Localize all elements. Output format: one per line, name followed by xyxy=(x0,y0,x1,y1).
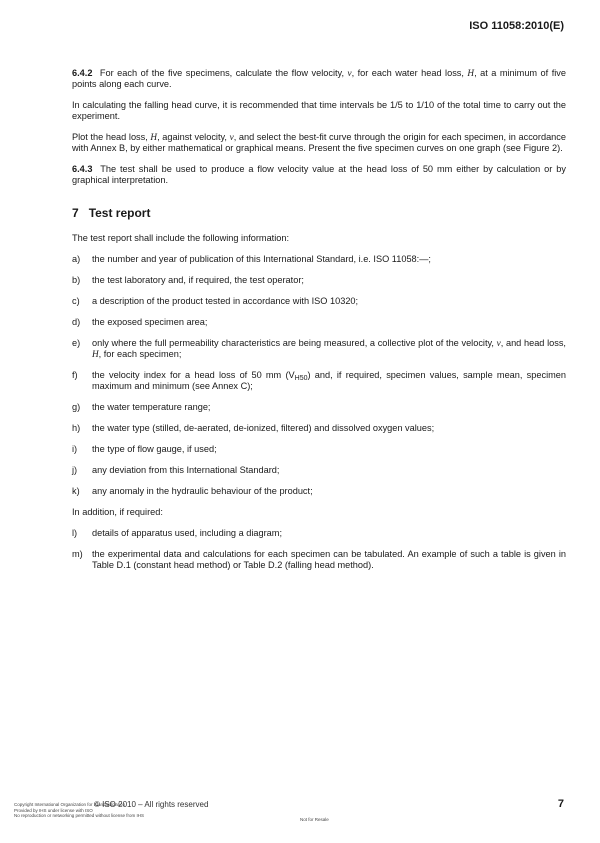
paragraph-plot-head-loss: Plot the head loss, H, against velocity, v, and select the best-fit curve through the origin for each specimen, in accordance with Annex B, by either mathematical or graphical means. Present the five specimen curves on one graph (see Figure 2). xyxy=(72,132,566,153)
list-item: l) details of apparatus used, including a diagram; xyxy=(72,528,282,538)
clause-number: 6.4.3 xyxy=(72,164,93,174)
list-item: c) a description of the product tested in accordance with ISO 10320; xyxy=(72,296,359,306)
page-number: 7 xyxy=(557,798,564,810)
section-title: Test report xyxy=(88,206,151,220)
list-item: m) the experimental data and calculations for each specimen can be tabulated. An example of such a table is given in Table D.1 (constant head method) or Table D.2 (falling head method). xyxy=(72,549,566,570)
list-item: e) only where the full permeability characteristics are being measured, a collective plot of the velocity, v, and head loss, H, for each specimen; xyxy=(72,338,566,359)
paragraph-6-4-2: 6.4.2 For each of the five specimens, calculate the flow velocity, v, for each water head loss, H, at a minimum of five points along each curve. xyxy=(72,68,566,89)
footer-rights-reserved: © ISO 2010 – All rights reserved xyxy=(94,800,209,809)
list-item: f) the velocity index for a head loss of 50 mm $(V_{H50})$ and, if required, specimen values, sample mean, specimen maximum and minimum (see Annex C); xyxy=(72,370,566,391)
list-item: k) any anomaly in the hydraulic behaviour of the product; xyxy=(72,486,313,496)
section-number: 7 xyxy=(72,206,79,220)
footer-copyright-notice: Copyright International Organization for Standardization Provided by IHS under license with ISO No reproduction or networking permitted without license from IHS xyxy=(14,802,145,818)
paragraph-6-4-3: 6.4.3 The test shall be used to produce a flow velocity value at the head loss of 50 mm either by calculation or by graphical interpretation. xyxy=(72,164,566,185)
list-item: i) the type of flow gauge, if used; xyxy=(72,444,217,454)
footer-not-for-resale: Not for Resale xyxy=(300,817,329,822)
additional-intro: In addition, if required: xyxy=(72,507,163,517)
list-item: a) the number and year of publication of this International Standard, i.e. ISO 11058:—; xyxy=(72,254,431,264)
test-report-intro: The test report shall include the following information: xyxy=(72,233,290,243)
list-item: j) any deviation from this International Standard; xyxy=(72,465,280,475)
document-id: ISO 11058:2010(E) xyxy=(469,20,564,32)
section-heading-test-report xyxy=(72,208,566,219)
page-content xyxy=(72,68,566,581)
list-item: d) the exposed specimen area; xyxy=(72,317,208,327)
list-item: g) the water temperature range; xyxy=(72,402,211,412)
clause-number: 6.4.2 xyxy=(72,68,93,78)
paragraph-falling-head: In calculating the falling head curve, it is recommended that time intervals be 1/5 to 1/10 of the total time to carry out the experiment. xyxy=(72,100,566,121)
list-item: b) the test laboratory and, if required, the test operator; xyxy=(72,275,304,285)
list-item: h) the water type (stilled, de-aerated, de-ionized, filtered) and dissolved oxygen values; xyxy=(72,423,435,433)
